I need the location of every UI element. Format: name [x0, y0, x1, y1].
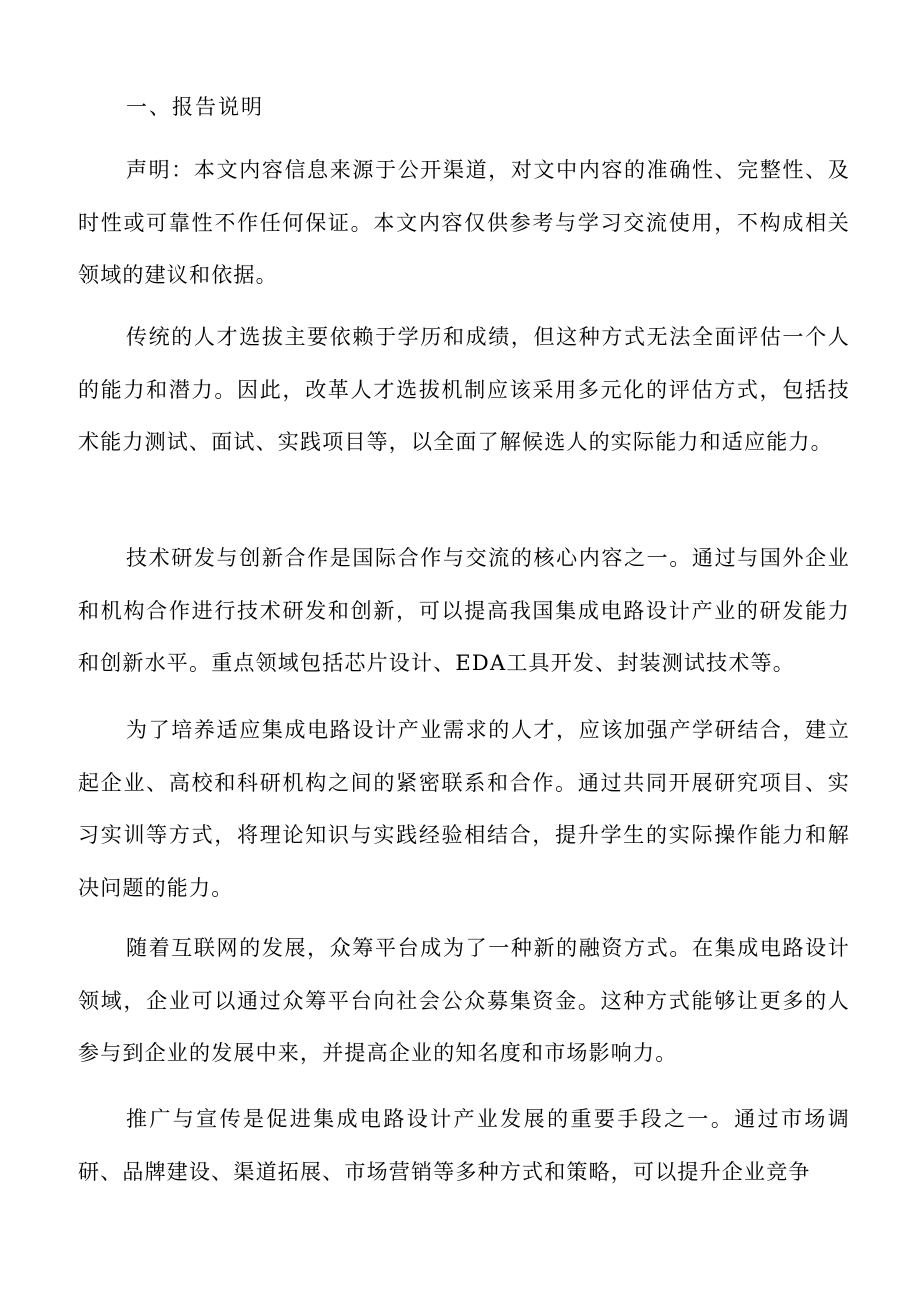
section-heading: 一、报告说明: [126, 95, 264, 119]
paragraph-crowdfunding: 随着互联网的发展，众筹平台成为了一种新的融资方式。在集成电路设计领域，企业可以通过众筹平台向社会公众募集资金。这种方式能够让更多的人参与到企业的发展中来，并提高企业的知名度和市场影响力。: [78, 936, 850, 1065]
paragraph-rd-cooperation: 技术研发与创新合作是国际合作与交流的核心内容之一。通过与国外企业和机构合作进行技术研发和创新，可以提高我国集成电路设计产业的研发能力和创新水平。重点领域包括芯片设计、EDA工具开发、封装测试技术等。: [78, 546, 850, 675]
paragraph-promotion: 推广与宣传是促进集成电路设计产业发展的重要手段之一。通过市场调研、品牌建设、渠道拓展、市场营销等多种方式和策略，可以提升企业竞争: [78, 1107, 850, 1184]
paragraph-industry-education: 为了培养适应集成电路设计产业需求的人才，应该加强产学研结合，建立起企业、高校和科研机构之间的紧密联系和合作。通过共同开展研究项目、实习实训等方式，将理论知识与实践经验相结合，提升学生的实际操作能力和解决问题的能力。: [78, 718, 850, 900]
paragraph-talent-selection: 传统的人才选拔主要依赖于学历和成绩，但这种方式无法全面评估一个人的能力和潜力。因此，改革人才选拔机制应该采用多元化的评估方式，包括技术能力测试、面试、实践项目等，以全面了解候选人的实际能力和适应能力。: [78, 325, 850, 454]
paragraph-disclaimer: 声明：本文内容信息来源于公开渠道，对文中内容的准确性、完整性、及时性或可靠性不作任何保证。本文内容仅供参考与学习交流使用，不构成相关领域的建议和依据。: [78, 158, 850, 287]
